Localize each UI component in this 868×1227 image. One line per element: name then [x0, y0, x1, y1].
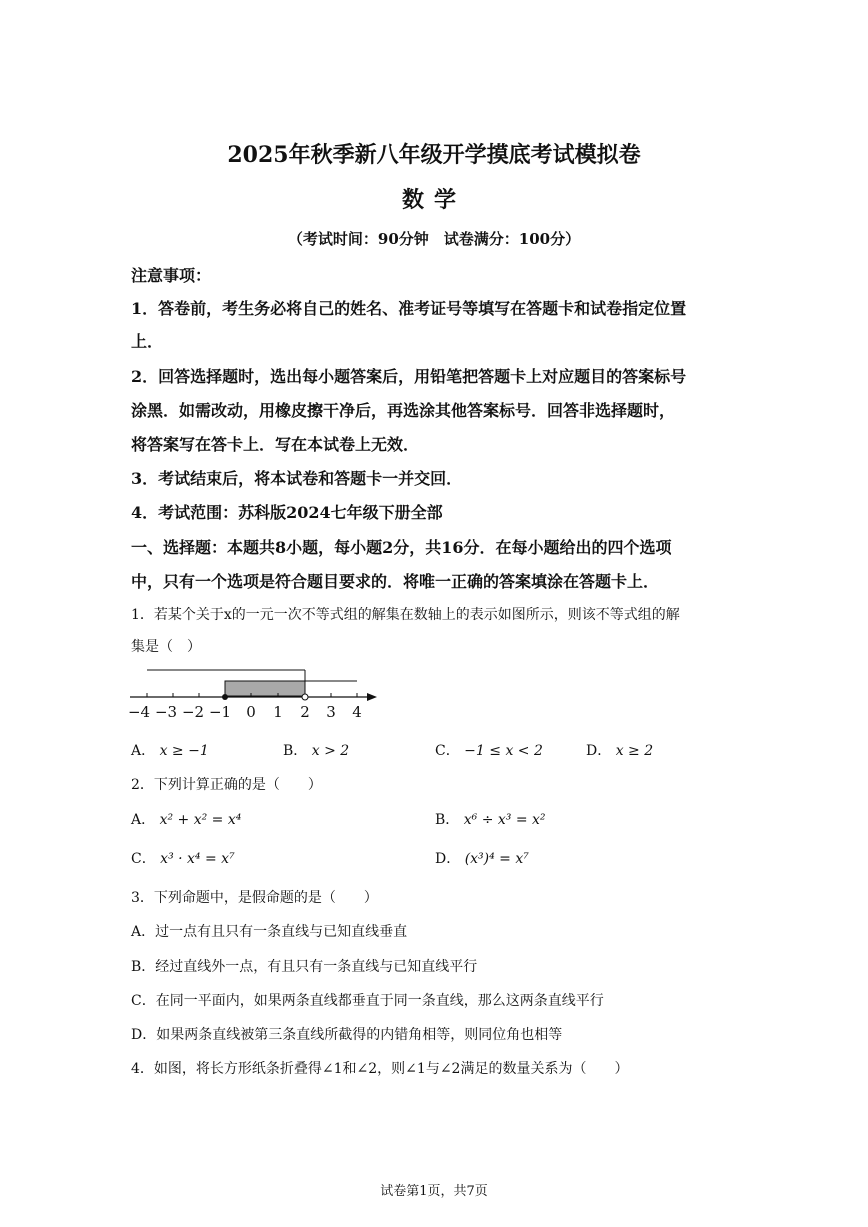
tick-label: 2	[300, 703, 310, 721]
solid-endpoint	[222, 694, 228, 700]
shaded-solution-region	[225, 681, 305, 696]
tick-label: −4	[127, 703, 151, 721]
page-title: 2025年秋季新八年级开学摸底考试模拟卷	[227, 142, 641, 168]
option-label: B．	[283, 743, 308, 759]
option-a[interactable]: A．过一点有且只有一条直线与已知直线垂直	[131, 924, 408, 940]
notice-line: 2．回答选择题时，选出每小题答案后，用铅笔把答题卡上对应题目的答案标号	[131, 367, 687, 386]
notice-line: 4．考试范围：苏科版2024七年级下册全部	[131, 503, 443, 522]
notice-line: 3．考试结束后，将本试卷和答题卡一并交回．	[131, 469, 463, 488]
tick-label: −1	[208, 703, 232, 721]
option-b[interactable]	[283, 740, 349, 760]
option-label: A．	[131, 812, 156, 828]
option-c[interactable]: C．在同一平面内，如果两条直线都垂直于同一条直线，那么这两条直线平行	[131, 993, 604, 1009]
option-label: D．	[586, 743, 612, 759]
option-c[interactable]	[435, 740, 543, 760]
section-heading: 中，只有一个选项是符合题目要求的．将唯一正确的答案填涂在答题卡上．	[131, 572, 660, 591]
open-endpoint	[302, 694, 308, 700]
question-3-stem: 3．下列命题中，是假命题的是（ ）	[131, 890, 378, 906]
option-a[interactable]	[131, 740, 209, 760]
notice-line: 涂黑．如需改动，用橡皮擦干净后，再选涂其他答案标号．回答非选择题时，	[131, 401, 676, 420]
question-2-stem: 2．下列计算正确的是（ ）	[131, 777, 322, 793]
option-a[interactable]	[131, 809, 241, 829]
notice-line: 将答案写在答卡上．写在本试卷上无效．	[131, 435, 420, 454]
option-expr: x ≥ 2	[615, 743, 654, 759]
option-d[interactable]	[586, 740, 653, 760]
option-b[interactable]	[435, 809, 546, 829]
option-d[interactable]	[435, 848, 529, 868]
notice-heading: 注意事项：	[131, 266, 212, 285]
option-label: B．	[435, 812, 460, 828]
option-label: C．	[131, 851, 156, 867]
option-d[interactable]: D．如果两条直线被第三条直线所截得的内错角相等，则同位角也相等	[131, 1027, 563, 1043]
tick-label: 4	[352, 703, 362, 721]
option-label: D．	[435, 851, 461, 867]
page-footer: 试卷第1页，共7页	[380, 1184, 488, 1199]
option-expr: x > 2	[311, 743, 350, 759]
option-expr: x ≥ −1	[159, 743, 209, 759]
tick-label: −3	[154, 703, 178, 721]
number-line-figure	[125, 662, 385, 722]
axis-arrow	[367, 693, 377, 701]
tick-label: −2	[181, 703, 205, 721]
notice-line: 上．	[131, 332, 164, 351]
question-1-stem: 1．若某个关于x的一元一次不等式组的解集在数轴上的表示如图所示，则该不等式组的解	[131, 607, 680, 623]
option-expr: x⁶ ÷ x³ = x²	[463, 812, 546, 828]
question-4-stem: 4．如图，将长方形纸条折叠得∠1和∠2，则∠1与∠2满足的数量关系为（ ）	[131, 1061, 629, 1077]
tick-label: 0	[246, 703, 256, 721]
option-expr: x³ · x⁴ = x⁷	[160, 851, 235, 867]
option-expr: −1 ≤ x < 2	[464, 743, 543, 759]
question-1-stem-cont: 集是（ ）	[131, 639, 201, 655]
option-c[interactable]	[131, 848, 235, 868]
tick-label: 3	[326, 703, 336, 721]
notice-line: 1．答卷前，考生务必将自己的姓名、准考证号等填写在答题卡和试卷指定位置	[131, 299, 687, 318]
section-heading: 一、选择题：本题共8小题，每小题2分，共16分．在每小题给出的四个选项	[131, 538, 672, 557]
option-expr: (x³)⁴ = x⁷	[464, 851, 529, 867]
tick-label: 1	[273, 703, 283, 721]
option-expr: x² + x² = x⁴	[159, 812, 242, 828]
option-label: C．	[435, 743, 460, 759]
exam-info: （考试时间：90分钟 试卷满分：100分）	[287, 230, 581, 248]
option-b[interactable]: B．经过直线外一点，有且只有一条直线与已知直线平行	[131, 959, 478, 975]
subject-title: 数学	[401, 187, 466, 213]
option-label: A．	[131, 743, 156, 759]
